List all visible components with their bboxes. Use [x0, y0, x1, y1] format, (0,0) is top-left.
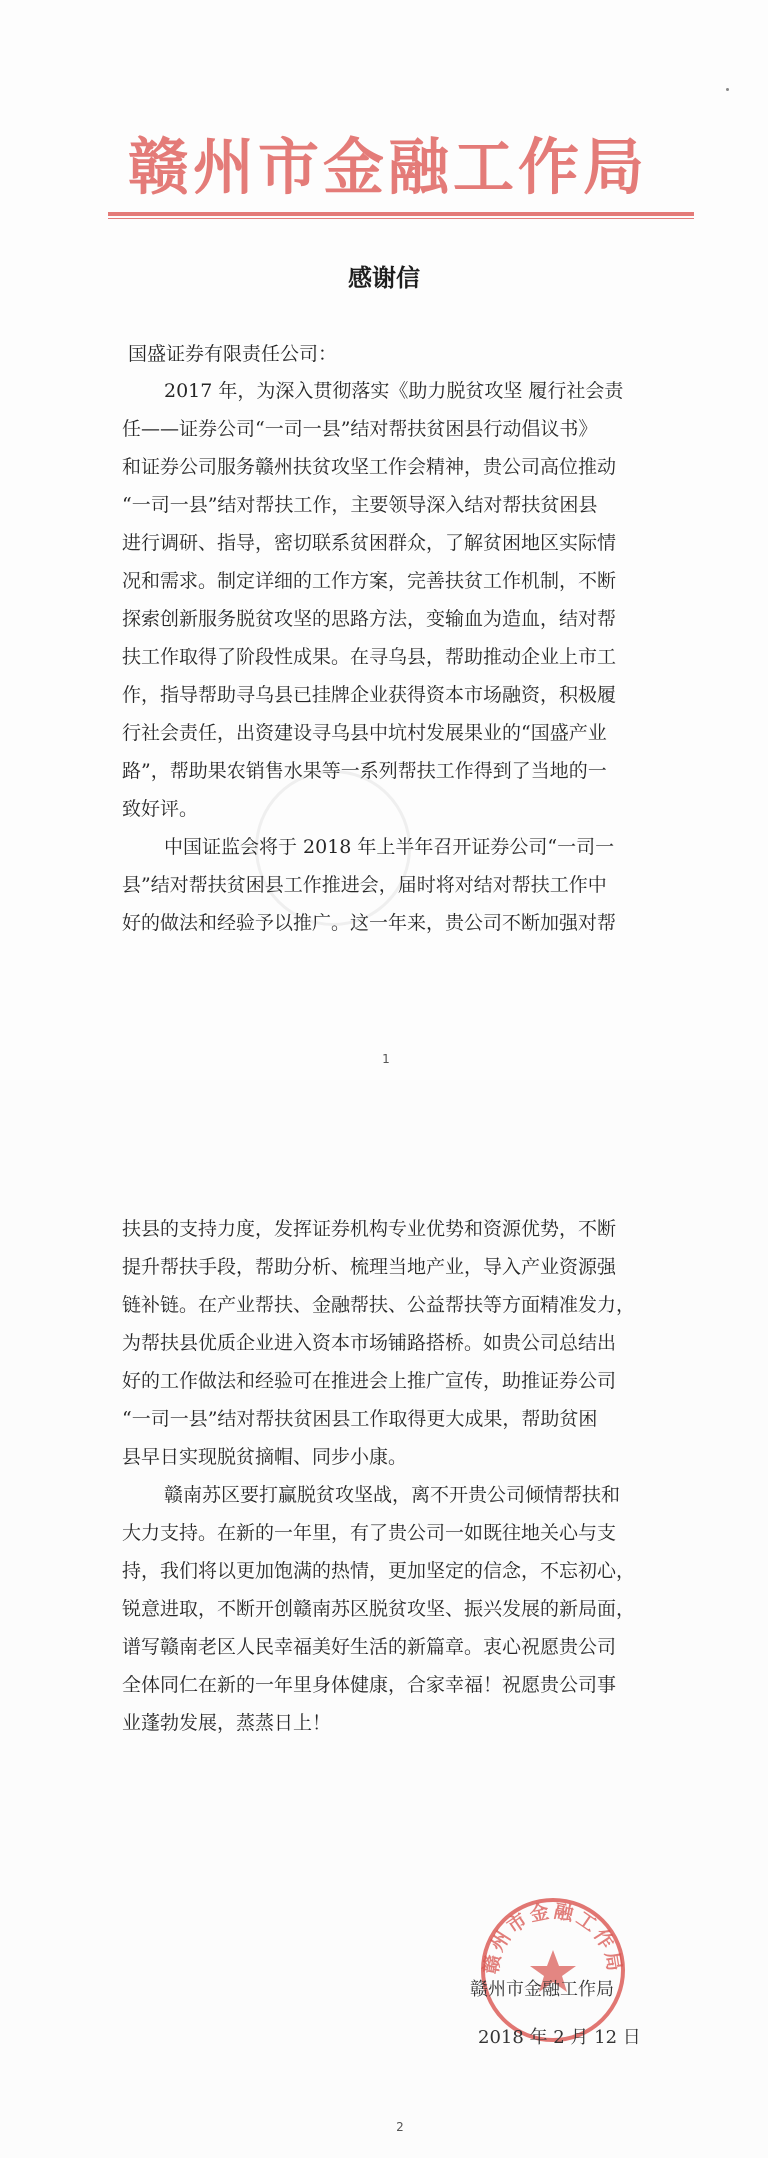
text-line: 行社会责任，出资建设寻乌县中坑村发展果业的“国盛产业	[122, 722, 607, 744]
text-line: “一司一县”结对帮扶工作，主要领导深入结对帮扶贫困县	[122, 494, 598, 516]
text-line: 谱写赣南老区人民幸福美好生活的新篇章。衷心祝愿贵公司	[122, 1636, 617, 1658]
text-line: 中国证监会将于 2018 年上半年召开证券公司“一司一	[164, 836, 615, 858]
text-line: 好的做法和经验予以推广。这一年来，贵公司不断加强对帮	[122, 912, 617, 934]
letterhead-title: 赣州市金融工作局	[127, 132, 648, 203]
page-two	[0, 1080, 768, 2158]
date: 2018 年 2 月 12 日	[478, 2027, 641, 2048]
text-line: “一司一县”结对帮扶贫困县工作取得更大成果，帮助贫困	[122, 1408, 598, 1430]
text-line: 况和需求。制定详细的工作方案，完善扶贫工作机制，不断	[122, 570, 617, 592]
text-line: 和证券公司服务赣州扶贫攻坚工作会精神，贵公司高位推动	[122, 456, 617, 478]
scan-dot	[726, 88, 729, 91]
text-line: 任——证券公司“一司一县”结对帮扶贫困县行动倡议书》	[122, 418, 598, 440]
text-line: 进行调研、指导，密切联系贫困群众，了解贫困地区实际情	[122, 532, 617, 554]
text-line: 扶工作取得了阶段性成果。在寻乌县，帮助推动企业上市工	[122, 646, 617, 668]
text-line: 作，指导帮助寻乌县已挂牌企业获得资本市场融资，积极履	[122, 684, 617, 706]
text-line: 致好评。	[122, 798, 199, 820]
text-line: 业蓬勃发展，蒸蒸日上！	[122, 1712, 332, 1734]
text-line: 提升帮扶手段，帮助分析、梳理当地产业，导入产业资源强	[122, 1256, 617, 1278]
seal-text: 赣州市金融工作局	[480, 1900, 626, 1976]
text-line: 县”结对帮扶贫困县工作推进会，届时将对结对帮扶工作中	[122, 874, 607, 896]
text-line: 链补链。在产业帮扶、金融帮扶、公益帮扶等方面精准发力，	[122, 1294, 636, 1316]
letterhead-rule-thin	[108, 218, 694, 219]
text-line: 为帮扶县优质企业进入资本市场铺路搭桥。如贵公司总结出	[122, 1332, 617, 1354]
text-line: 持，我们将以更加饱满的热情，更加坚定的信念，不忘初心，	[122, 1560, 636, 1582]
paragraph-two	[122, 1210, 667, 1742]
salutation: 国盛证券有限责任公司：	[128, 343, 338, 365]
text-line: 扶县的支持力度，发挥证券机构专业优势和资源优势，不断	[122, 1218, 617, 1240]
text-line: 大力支持。在新的一年里，有了贵公司一如既往地关心与支	[122, 1522, 617, 1544]
text-line: 全体同仁在新的一年里身体健康，合家幸福！祝愿贵公司事	[122, 1674, 617, 1696]
page-number: 2	[396, 2120, 404, 2134]
text-line: 赣南苏区要打赢脱贫攻坚战，离不开贵公司倾情帮扶和	[164, 1484, 621, 1506]
text-line: 2017 年，为深入贯彻落实《助力脱贫攻坚 履行社会责	[164, 380, 624, 402]
text-line: 锐意进取，不断开创赣南苏区脱贫攻坚、振兴发展的新局面，	[122, 1598, 636, 1620]
page-number: 1	[382, 1052, 390, 1066]
letter-heading: 感谢信	[348, 263, 420, 292]
faint-stamp-impression	[255, 770, 411, 926]
letterhead-rule-thick	[108, 212, 694, 216]
text-line: 好的工作做法和经验可在推进会上推广宣传，助推证券公司	[122, 1370, 617, 1392]
signature: 赣州市金融工作局	[470, 1979, 614, 2000]
text-line: 路”，帮助果农销售水果等一系列帮扶工作得到了当地的一	[122, 760, 607, 782]
text-line: 县早日实现脱贫摘帽、同步小康。	[122, 1446, 408, 1468]
text-line: 探索创新服务脱贫攻坚的思路方法，变输血为造血，结对帮	[122, 608, 617, 630]
